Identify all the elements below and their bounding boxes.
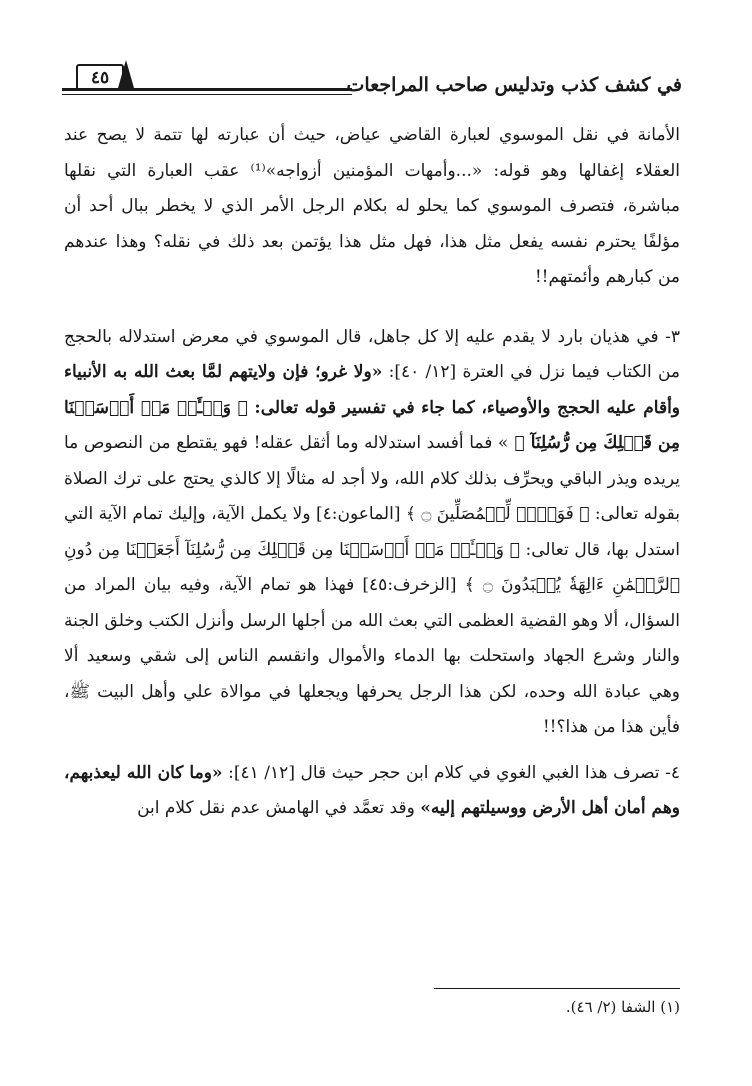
- paragraph-3-end: وقد تعمَّد في الهامش عدم نقل كلام ابن: [137, 798, 421, 818]
- quoted-bold-text: «ولا غرو؛ فإن ولايتهم لمَّا بعث الله به الأنبياء وأقام عليه الحجج والأوصياء، كما جاء في تفسير قوله تعالى:: [64, 362, 680, 418]
- paragraph-3: [64, 756, 680, 827]
- footnote: (١) الشفا (٢/ ٤٦).: [565, 998, 680, 1016]
- paragraph-2: [64, 320, 680, 746]
- paragraph-3-intro: ٤- تصرف هذا الغبي الغوي في كلام ابن حجر حيث قال [١٢/ ٤١]:: [222, 762, 680, 783]
- paragraph-2-middle: [الماعون:٤] ولا يكمل الآية، وإليك تمام الآية التي استدل بها، قال تعالى:: [64, 504, 680, 560]
- quoted-bold-text-2: «وما كان الله ليعذبهم، وهم أمان أهل الأرض ووسيلتهم إليه»: [64, 762, 680, 818]
- page-number: ٤٥: [76, 64, 124, 90]
- header-rule-thin: [62, 94, 352, 95]
- body-text: [64, 118, 680, 827]
- page-header: [62, 58, 682, 104]
- footnote-separator: [434, 988, 680, 989]
- paragraph-1: الأمانة في نقل الموسوي لعبارة القاضي عياض، حيث أن عبارته لها تتمة لا يصح عند العقلاء إغفالها وهو قوله: «...وأمهات المؤمنين أزواجه»⁽¹⁾ عقب العبارة التي نقلها مباشرة، فتصرف الموسوي كما يحلو له بكلام الرجل الأمر الذي لا يخطر ببال أحد أن مؤلفًا يحترم نفسه يفعل مثل هذا، فهل مثل هذا يؤتمن بعد ذلك في نقله؟ وهذا عندهم من كبارهم وأئمتهم!!: [64, 125, 681, 287]
- page-number-tab-decoration: [118, 60, 134, 88]
- running-title: في كشف كذب وتدليس صاحب المراجعات: [346, 74, 682, 96]
- paragraph-2-body: » فما أفسد استدلاله وما أثقل عقله! فهو يقتطع من النصوص ما يريده ويذر الباقي ويحرِّف بذلك كلام الله، ولا أجد له مثالًا إلا كالذي يحتج على ترك الصلاة بقوله تعالى:: [64, 433, 680, 524]
- quran-verse-1: ﴿ وَسۡـَٔلۡ مَنۡ أَرۡسَلۡنَا مِن قَبۡلِكَ مِن رُّسُلِنَآ ﴾: [64, 397, 681, 453]
- paragraph-gap: [64, 746, 680, 756]
- quran-verse-3: ﴿ وَسۡـَٔلۡ مَنۡ أَرۡسَلۡنَا مِن قَبۡلِكَ مِن رُّسُلِنَآ أَجَعَلۡنَا مِن دُونِ ٱلرَّحۡمَٰنِ ءَالِهَةٗ يُعۡبَدُونَ ۝ ﴾: [64, 539, 680, 595]
- quran-verse-2: ﴿ فَوَيۡلٞ لِّلۡمُصَلِّينَ ۝ ﴾: [405, 504, 590, 524]
- paragraph-2-intro: ٣- في هذيان بارد لا يقدم عليه إلا كل جاهل، قال الموسوي في معرض استدلاله بالحجج من الكتاب فيما نزل في العترة [١٢/ ٤٠]:: [64, 326, 681, 382]
- paragraph-gap: [64, 296, 680, 320]
- paragraph-2-end: [الزخرف:٤٥] فهذا هو تمام الآية، وفيه بيان المراد من السؤال، ألا وهو القضية العظمى التي بعث الله من أجلها الرسل وأنزل الكتب وخلق الجنة والنار وشرع الجهاد واستحلت بها الدماء والأموال وانقسم الناس إلى شقي وسعيد ألا وهي عبادة الله وحده، لكن هذا الرجل يحرفها ويجعلها في موالاة علي وأهل البيت ﷺ، فأين هذا من هذا؟!!: [64, 575, 680, 737]
